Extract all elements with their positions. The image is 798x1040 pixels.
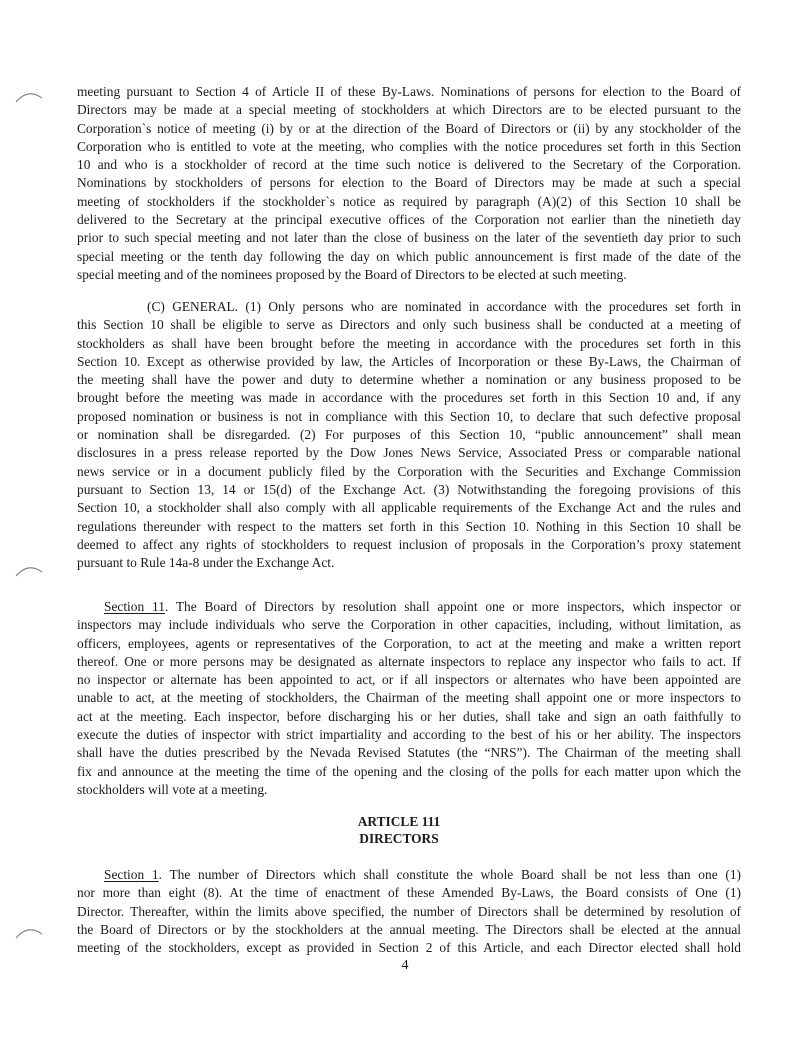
section-label: Section 1 bbox=[104, 867, 159, 882]
line-text: or nomination shall be disregarded. (2) For purposes of this Section 10, “public announcement” shall mean bbox=[77, 427, 741, 443]
section-label: Section 11 bbox=[104, 599, 165, 614]
text-line bbox=[77, 884, 741, 902]
page-number: 4 bbox=[401, 958, 409, 973]
scan-mark bbox=[14, 560, 44, 580]
line-text: deemed to affect any rights of stockholders to request inclusion of proposals in the Corporation’s proxy statement bbox=[77, 536, 741, 552]
line-text: this Section 10 shall be eligible to serve as Directors and only such business shall be conducted at a meeting of bbox=[77, 317, 741, 333]
line-text: . The number of Directors which shall constitute the whole Board shall be not less than one (1) bbox=[158, 867, 741, 882]
text-line bbox=[77, 266, 741, 284]
text-line bbox=[77, 353, 741, 371]
text-line bbox=[77, 598, 741, 616]
line-text: Section 10. Except as otherwise provided by law, the Articles of Incorporation or these By-Laws, the Chairman of bbox=[77, 353, 741, 369]
text-line bbox=[77, 518, 741, 536]
text-line bbox=[77, 426, 741, 444]
line-text: regulations thereunder with respect to the matters set forth in this Section 10. Nothing in this Section 10 shall be bbox=[77, 518, 741, 534]
text-line bbox=[77, 101, 741, 119]
paragraph-general bbox=[77, 298, 741, 572]
text-line bbox=[77, 653, 741, 671]
line-text: pursuant to Rule 14a-8 under the Exchange Act. bbox=[77, 555, 335, 571]
line-text: 10 and who is a stockholder of record at the time such notice is delivered to the Secretary of the Corporation. bbox=[77, 157, 741, 173]
text-line bbox=[77, 174, 741, 192]
line-text: delivered to the Secretary at the principal executive offices of the Corporation not earlier than the ninetieth day bbox=[77, 212, 741, 228]
text-line bbox=[77, 744, 741, 762]
text-line bbox=[77, 726, 741, 744]
paragraph-section-11 bbox=[77, 598, 741, 799]
article-heading-title: ARTICLE 111 bbox=[357, 814, 441, 829]
text-line bbox=[77, 298, 741, 316]
line-text: disclosures in a press release reported by the Dow Jones News Service, Associated Press or comparable national bbox=[77, 445, 741, 461]
line-text: news service or in a document publicly filed by the Corporation with the Securities and Exchange Commission bbox=[77, 463, 741, 479]
text-line bbox=[77, 635, 741, 653]
text-line bbox=[77, 903, 741, 921]
text-line bbox=[77, 316, 741, 334]
line-text: prior to such special meeting and not later than the close of business on the later of the seventieth day prior to such bbox=[77, 230, 741, 246]
line-text: (C) GENERAL. (1) Only persons who are nominated in accordance with the procedures set forth in bbox=[147, 299, 741, 314]
article-heading-subtitle: DIRECTORS bbox=[359, 831, 439, 846]
line-text: fix and announce at the meeting the time of the opening and the closing of the polls for each matter upon which the bbox=[77, 763, 741, 779]
text-line bbox=[77, 708, 741, 726]
line-text: officers, employees, agents or representatives of the Corporation, to act at the meeting and make a written report bbox=[77, 635, 741, 651]
text-line bbox=[77, 499, 741, 517]
line-text: stockholders will vote at a meeting. bbox=[77, 781, 268, 797]
text-line bbox=[77, 444, 741, 462]
text-line bbox=[77, 83, 741, 101]
text-line bbox=[77, 616, 741, 634]
text-line bbox=[77, 671, 741, 689]
text-line bbox=[77, 389, 741, 407]
line-text: pursuant to Section 13, 14 or 15(d) of the Exchange Act. (3) Notwithstanding the foregoing provisions of this bbox=[77, 481, 741, 497]
line-text: Section 10, a stockholder shall also comply with all applicable requirements of the Exchange Act and the rules and bbox=[77, 500, 741, 516]
text-line bbox=[77, 866, 741, 884]
text-line bbox=[77, 138, 741, 156]
text-line bbox=[77, 689, 741, 707]
text-line bbox=[77, 408, 741, 426]
line-text: special meeting and of the nominees proposed by the Board of Directors to be elected at such meeting. bbox=[77, 266, 627, 282]
line-text: execute the duties of inspector with strict impartiality and according to the best of his or her ability. The inspectors bbox=[77, 727, 741, 743]
text-line bbox=[77, 120, 741, 138]
line-text: the Board of Directors or by the stockholders at the annual meeting. The Directors shall be elected at the annual bbox=[77, 921, 741, 937]
line-text: Directors may be made at a special meeting of stockholders at which Directors are to be elected pursuant to the bbox=[77, 102, 741, 118]
line-text: Corporation who is entitled to vote at the meeting, who complies with the notice procedures set forth in this Section bbox=[77, 138, 741, 154]
paragraph-section-1 bbox=[77, 866, 741, 957]
line-text: the meeting shall have the power and duty to determine whether a nomination or any business proposed to be bbox=[77, 372, 741, 388]
line-text: thereof. One or more persons may be designated as alternate inspectors to replace any inspector who fails to act. If bbox=[77, 653, 741, 669]
line-text: Nominations by stockholders of persons for election to the Board of Directors may be made at such a special bbox=[77, 175, 741, 191]
text-line bbox=[77, 248, 741, 266]
scan-mark bbox=[14, 86, 44, 106]
text-line bbox=[77, 781, 741, 799]
text-line bbox=[77, 193, 741, 211]
line-text: Corporation`s notice of meeting (i) by or at the direction of the Board of Directors or (ii) by any stockholder of the bbox=[77, 120, 741, 136]
text-line bbox=[77, 211, 741, 229]
text-line bbox=[77, 536, 741, 554]
text-line bbox=[77, 481, 741, 499]
text-line bbox=[77, 763, 741, 781]
text-line bbox=[77, 921, 741, 939]
line-text: inspectors may include individuals who serve the Corporation in other capacities, including, without limitation, as bbox=[77, 617, 741, 633]
text-line bbox=[77, 335, 741, 353]
line-text: brought before the meeting was made in accordance with the procedures set forth in this Section 10 and, if any bbox=[77, 390, 741, 406]
text-line bbox=[77, 939, 741, 957]
line-text: shall have the duties prescribed by the Nevada Revised Statutes (the “NRS”). The Chairman of the meeting shall bbox=[77, 745, 741, 761]
text-line bbox=[77, 371, 741, 389]
text-line bbox=[77, 554, 741, 572]
text-line bbox=[77, 229, 741, 247]
line-text: meeting pursuant to Section 4 of Article II of these By-Laws. Nominations of persons for election to the Board of bbox=[77, 84, 741, 99]
line-text: meeting of stockholders if the stockholder`s notice as required by paragraph (A)(2) of this Section 10 shall be bbox=[77, 193, 741, 209]
line-text: Director. Thereafter, within the limits above specified, the number of Directors shall be determined by resolution of bbox=[77, 903, 741, 919]
line-text: special meeting or the tenth day following the day on which public announcement is first made of the date of the bbox=[77, 248, 741, 264]
line-text: act at the meeting. Each inspector, before discharging his or her duties, shall take and sign an oath faithfully to bbox=[77, 708, 741, 724]
line-text: meeting of the stockholders, except as provided in Section 2 of this Article, and each Director elected shall hold bbox=[77, 940, 741, 956]
line-text: unable to act, at the meeting of stockholders, the Chairman of the meeting shall appoint one or more inspectors to bbox=[77, 690, 741, 706]
line-text: no inspector or alternate has been appointed to act, or if all inspectors or alternates who have been appointed are bbox=[77, 672, 741, 688]
scan-mark bbox=[14, 922, 44, 942]
text-line bbox=[77, 156, 741, 174]
text-line bbox=[77, 463, 741, 481]
line-text: nor more than eight (8). At the time of enactment of these Amended By-Laws, the Board consists of One (1) bbox=[77, 885, 741, 901]
line-text: stockholders as shall have been brought before the meeting in accordance with the procedures set forth in this bbox=[77, 335, 741, 351]
line-text: . The Board of Directors by resolution shall appoint one or more inspectors, which inspector or bbox=[164, 599, 741, 614]
paragraph-nominations-special-meeting bbox=[77, 83, 741, 284]
line-text: proposed nomination or business is not in compliance with this Section 10, to declare that such defective proposal bbox=[77, 408, 741, 424]
